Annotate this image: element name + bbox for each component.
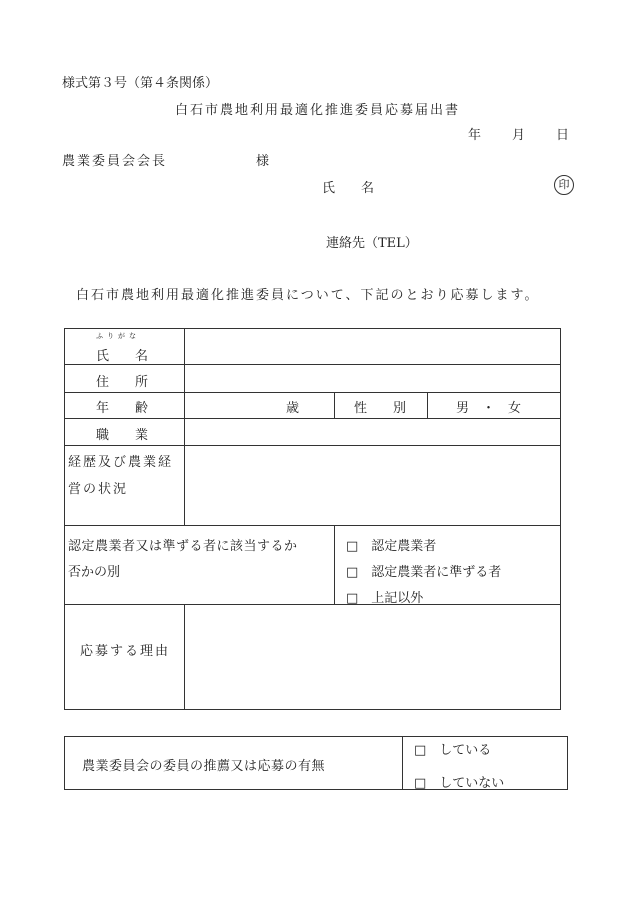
occupation-field[interactable] xyxy=(188,421,556,443)
option-quasi-certified-farmer[interactable]: □ 認定農業者に準ずる者 xyxy=(346,565,502,580)
history-label-line2: 営の状況 xyxy=(68,482,129,497)
history-label-line1: 経歴及び農業経 xyxy=(68,455,174,470)
certified-label-line2: 否かの別 xyxy=(68,565,121,580)
reason-field[interactable] xyxy=(188,607,556,707)
document-title: 白石市農地利用最適化推進委員応募届出書 xyxy=(175,103,461,118)
certified-label-line1: 認定農業者又は準ずる者に該当するか xyxy=(68,539,298,554)
date-year-label: 年 xyxy=(468,128,482,143)
date-day-label: 日 xyxy=(556,128,570,143)
contact-label: 連絡先（TEL） xyxy=(326,236,418,251)
option-other[interactable]: □ 上記以外 xyxy=(346,591,424,606)
age-label: 年 齢 xyxy=(96,401,149,416)
address-field[interactable] xyxy=(188,367,556,390)
form-number: 様式第３号（第４条関係） xyxy=(62,76,219,91)
date-month-label: 月 xyxy=(512,128,526,143)
option-doing[interactable]: □ している xyxy=(414,743,492,758)
furigana-label: ふりがな xyxy=(96,332,140,340)
addressee: 農業委員会会長 xyxy=(62,154,168,169)
occupation-label: 職 業 xyxy=(96,428,149,443)
address-label: 住 所 xyxy=(96,375,149,390)
name-label: 氏 名 xyxy=(96,349,149,364)
name-field[interactable] xyxy=(188,332,556,361)
option-not-doing[interactable]: □ していない xyxy=(414,776,505,791)
history-field[interactable] xyxy=(188,448,556,523)
gender-label: 性 別 xyxy=(354,401,407,416)
age-unit: 歳 xyxy=(286,401,300,416)
recommendation-label: 農業委員会の委員の推薦又は応募の有無 xyxy=(82,759,326,774)
age-field[interactable] xyxy=(188,395,283,416)
option-certified-farmer[interactable]: □ 認定農業者 xyxy=(346,539,437,554)
intro-text: 白石市農地利用最適化推進委員について、下記のとおり応募します。 xyxy=(76,288,540,303)
applicant-name-label: 氏 名 xyxy=(322,181,375,196)
honorific: 様 xyxy=(256,154,270,169)
seal-mark: 印 xyxy=(554,175,574,195)
reason-label: 応募する理由 xyxy=(80,644,171,659)
gender-options[interactable]: 男 ・ 女 xyxy=(456,401,522,416)
